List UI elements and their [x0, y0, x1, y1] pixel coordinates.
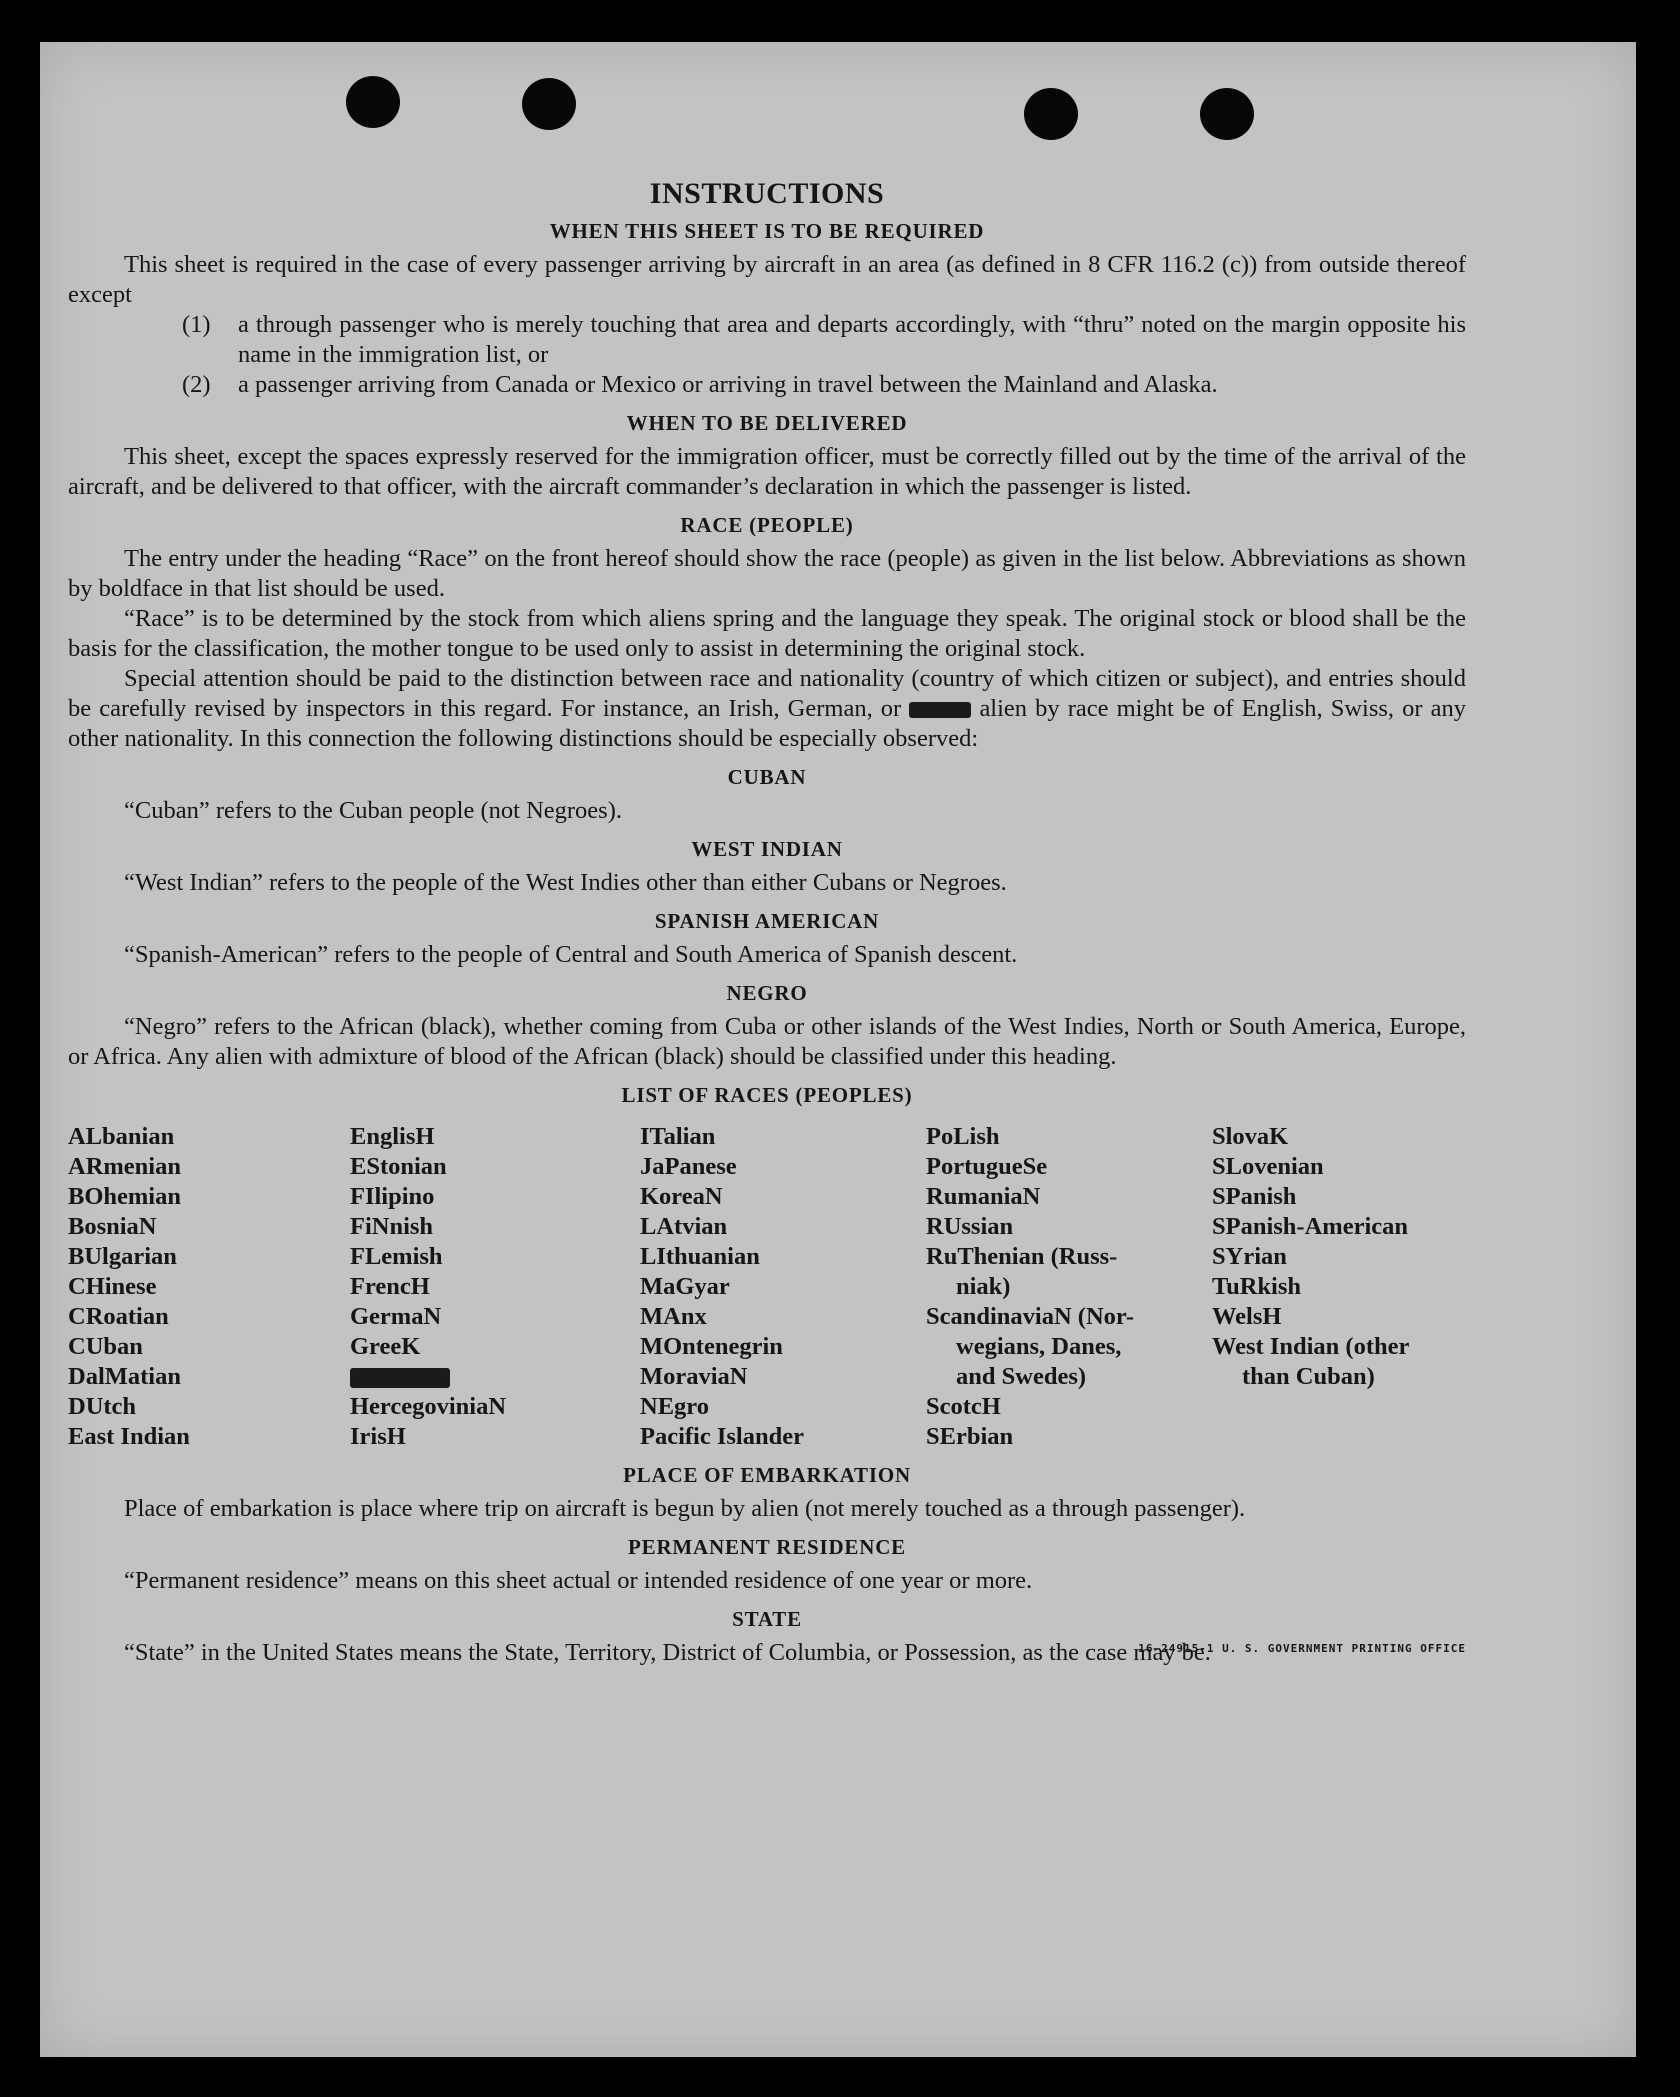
- race-list-item: RuThenian (Russ-: [926, 1243, 1118, 1270]
- race-list-item: SErbian: [926, 1423, 1014, 1450]
- residence-text: “Permanent residence” means on this sheet actual or intended residence of one year or more.: [124, 1567, 1033, 1594]
- document-sheet: [40, 42, 1636, 2057]
- race-list-item: BOhemian: [68, 1183, 181, 1210]
- races-column: [640, 1122, 926, 1452]
- race-list-item: West Indian (other: [1212, 1333, 1410, 1360]
- race-list-item: ITalian: [640, 1123, 716, 1150]
- race-list-item: ARmenian: [68, 1153, 181, 1180]
- item-text: a passenger arriving from Canada or Mexico or arriving in travel between the Mainland and Alaska.: [238, 371, 1218, 398]
- section-heading-race: RACE (PEOPLE): [680, 513, 854, 537]
- race-list-item: CRoatian: [68, 1303, 169, 1330]
- race-paragraph: “Race” is to be determined by the stock from which aliens spring and the language they speak. The original stock or blood shall be the basis for the classification, the mother tongue to be used only to assist in determining the original stock.: [68, 605, 1466, 662]
- page-title: INSTRUCTIONS: [649, 177, 885, 210]
- races-list: [68, 1122, 1466, 1452]
- race-list-item: FLemish: [350, 1243, 443, 1270]
- race-list-item: ScandinaviaN (Nor-: [926, 1303, 1135, 1330]
- race-paragraph-part: Special attention should be paid to the distinction between race and nationality (country of which citizen or subject), and entries should be carefully revised by inspectors in this regard. For instance, an Irish, German, or: [68, 665, 1466, 722]
- race-list-item: niak): [956, 1273, 1011, 1300]
- race-list-item: MAnx: [640, 1303, 707, 1330]
- race-list-item: MaGyar: [640, 1273, 730, 1300]
- race-list-item: DalMatian: [68, 1363, 181, 1390]
- race-paragraph-part: alien by race might be of English, Swiss, or any other nationality. In this connection the following distinctions should be especially observed:: [68, 695, 1467, 752]
- section-heading-state: STATE: [732, 1607, 802, 1631]
- race-list-item: NEgro: [640, 1393, 709, 1420]
- race-list-item: PoLish: [926, 1123, 1000, 1150]
- punch-hole: [522, 78, 576, 130]
- race-list-item: wegians, Danes,: [956, 1333, 1122, 1360]
- section-heading-races-list: LIST OF RACES (PEOPLES): [621, 1083, 913, 1107]
- cuban-text: “Cuban” refers to the Cuban people (not Negroes).: [124, 797, 622, 824]
- section-heading-residence: PERMANENT RESIDENCE: [628, 1535, 906, 1559]
- race-list-item: East Indian: [68, 1423, 190, 1450]
- race-list-item: GreeK: [350, 1333, 421, 1360]
- race-list-item: ALbanian: [68, 1123, 175, 1150]
- section-heading-cuban: CUBAN: [727, 765, 807, 789]
- race-list-item: LIthuanian: [640, 1243, 760, 1270]
- race-paragraph: The entry under the heading “Race” on the front hereof should show the race (people) as given in the list below. Abbreviations as shown by boldface in that list should be used.: [68, 545, 1466, 602]
- section-heading-embarkation: PLACE OF EMBARKATION: [623, 1463, 911, 1487]
- redacted-race-entry: [350, 1362, 640, 1392]
- exception-item: [182, 370, 1466, 400]
- race-list-item: GermaN: [350, 1303, 442, 1330]
- race-list-item: FrencH: [350, 1273, 430, 1300]
- race-list-item: EnglisH: [350, 1123, 435, 1150]
- section-heading-west-indian: WEST INDIAN: [691, 837, 843, 861]
- section-heading-negro: NEGRO: [726, 981, 808, 1005]
- section-heading-when-required: WHEN THIS SHEET IS TO BE REQUIRED: [549, 219, 985, 243]
- when-required-intro: This sheet is required in the case of every passenger arriving by aircraft in an area (as defined in 8 CFR 116.2 (c)) from outside thereof except: [68, 251, 1466, 308]
- race-list-item: DUtch: [68, 1393, 137, 1420]
- redaction-mark: [909, 702, 971, 718]
- spanish-american-text: “Spanish-American” refers to the people of Central and South America of Spanish descent.: [124, 941, 1018, 968]
- race-list-item: SYrian: [1212, 1243, 1287, 1270]
- race-list-item: SPanish-American: [1212, 1213, 1408, 1240]
- race-list-item: SPanish: [1212, 1183, 1297, 1210]
- print-code: 16—24915-1 U. S. GOVERNMENT PRINTING OFFICE: [1138, 1642, 1466, 1655]
- races-column: [926, 1122, 1212, 1452]
- item-number: (2): [182, 371, 211, 398]
- races-column: [68, 1122, 350, 1452]
- race-list-item: PortugueSe: [926, 1153, 1048, 1180]
- race-list-item: EStonian: [350, 1153, 447, 1180]
- race-list-item: FIlipino: [350, 1183, 435, 1210]
- race-list-item: LAtvian: [640, 1213, 728, 1240]
- race-list-item: CHinese: [68, 1273, 157, 1300]
- item-number: (1): [182, 311, 211, 338]
- section-heading-when-delivered: WHEN TO BE DELIVERED: [626, 411, 908, 435]
- race-list-item: WelsH: [1212, 1303, 1282, 1330]
- punch-hole: [1024, 88, 1078, 140]
- race-list-item: BUlgarian: [68, 1243, 177, 1270]
- race-list-item: IrisH: [350, 1423, 406, 1450]
- embarkation-text: Place of embarkation is place where trip on aircraft is begun by alien (not merely touched as a through passenger).: [124, 1495, 1246, 1522]
- race-list-item: ScotcH: [926, 1393, 1001, 1420]
- race-list-item: SlovaK: [1212, 1123, 1289, 1150]
- race-list-item: CUban: [68, 1333, 143, 1360]
- race-list-item: SLovenian: [1212, 1153, 1324, 1180]
- instructions-content: [68, 174, 1466, 1668]
- race-list-item: FiNnish: [350, 1213, 434, 1240]
- race-list-item: JaPanese: [640, 1153, 737, 1180]
- race-list-item: KoreaN: [640, 1183, 723, 1210]
- punch-hole: [1200, 88, 1254, 140]
- state-block: [68, 1638, 1466, 1668]
- race-list-item: RUssian: [926, 1213, 1014, 1240]
- race-list-item: Pacific Islander: [640, 1423, 804, 1450]
- race-list-item: MoraviaN: [640, 1363, 748, 1390]
- state-text: “State” in the United States means the State, Territory, District of Columbia, or Possession, as the case may be.: [124, 1639, 1211, 1666]
- race-list-item: RumaniaN: [926, 1183, 1041, 1210]
- west-indian-text: “West Indian” refers to the people of the West Indies other than either Cubans or Negroes.: [124, 869, 1007, 896]
- punch-hole: [346, 76, 400, 128]
- item-text: a through passenger who is merely touching that area and departs accordingly, with “thru” noted on the margin opposite his name in the immigration list, or: [238, 311, 1466, 368]
- section-heading-spanish-american: SPANISH AMERICAN: [654, 909, 880, 933]
- race-list-item: than Cuban): [1242, 1363, 1375, 1390]
- races-column: [1212, 1122, 1462, 1452]
- exception-item: [182, 310, 1466, 370]
- redaction-mark: [350, 1368, 450, 1388]
- races-column: [350, 1122, 640, 1452]
- race-list-item: MOntenegrin: [640, 1333, 783, 1360]
- race-list-item: TuRkish: [1212, 1273, 1302, 1300]
- race-list-item: BosniaN: [68, 1213, 157, 1240]
- race-paragraph: [68, 664, 1466, 754]
- negro-text: “Negro” refers to the African (black), whether coming from Cuba or other islands of the West Indies, North or South America, Europe, or Africa. Any alien with admixture of blood of the African (black) should be classified under this heading.: [68, 1013, 1466, 1070]
- when-delivered-text: This sheet, except the spaces expressly reserved for the immigration officer, must be correctly filled out by the time of the arrival of the aircraft, and be delivered to that officer, with the aircraft commander’s declaration in which the passenger is listed.: [68, 443, 1466, 500]
- race-list-item: HercegoviniaN: [350, 1393, 507, 1420]
- race-list-item: and Swedes): [956, 1363, 1087, 1390]
